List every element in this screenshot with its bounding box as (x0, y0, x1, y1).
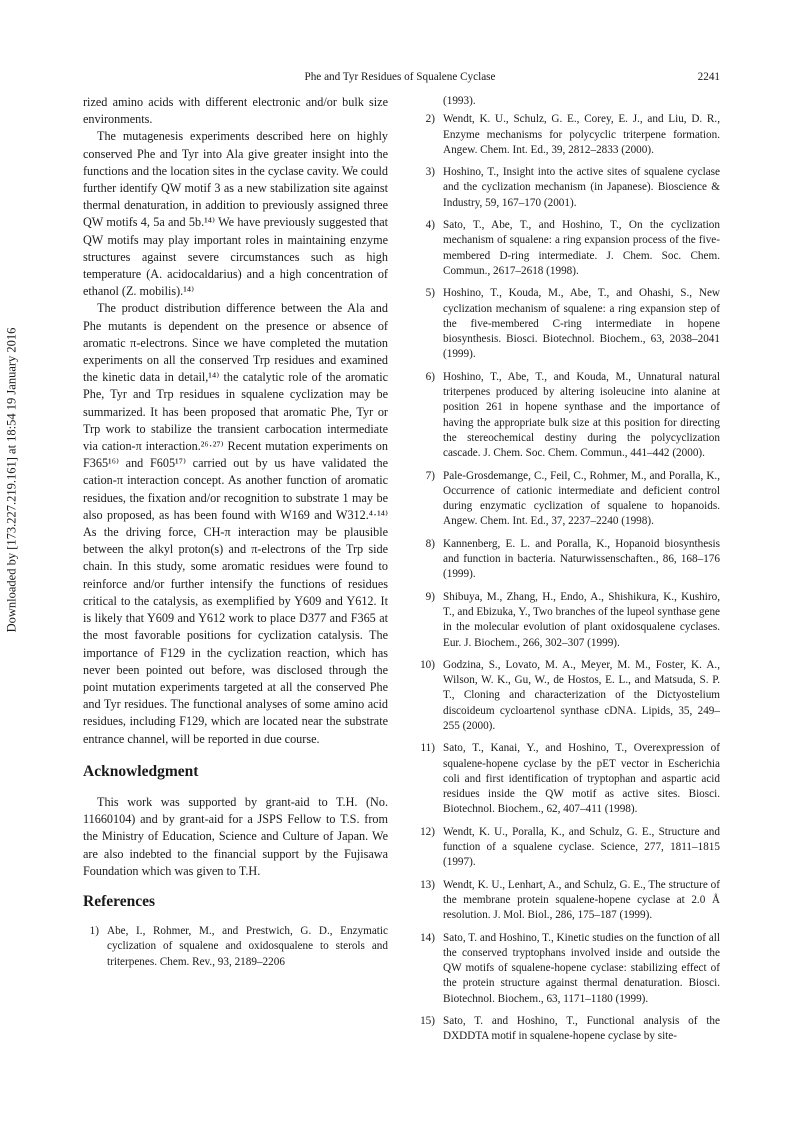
reference-text: Sato, T., Abe, T., and Hoshino, T., On the cyclization mechanism of squalene: a ring expansion process of the five-membered D-ring intermediate. J. Chem. Soc. Chem. Commun., 2617–2618 (1998). (443, 219, 720, 277)
reference-text: Hoshino, T., Kouda, M., Abe, T., and Ohashi, S., New cyclization mechanism of squalene: a ring expansion step of the five-membered C-ring intermediate in hopene biosynthesis. Biosci. Biotechnol. Biochem., 63, 2038–2041 (1999). (443, 287, 720, 361)
reference-item (419, 370, 720, 462)
reference-number: 11) (420, 742, 435, 755)
reference-number: 2) (425, 113, 435, 126)
download-watermark (0, 200, 24, 760)
reference-item (419, 878, 720, 924)
reference-text: Wendt, K. U., Schulz, G. E., Corey, E. J., and Liu, D. R., Enzyme mechanisms for polycyclic triterpene formation. Angew. Chem. Int. Ed., 39, 2812–2833 (2000). (443, 113, 720, 156)
acknowledgment-heading: Acknowledgment (83, 762, 199, 780)
reference-text: Wendt, K. U., Lenhart, A., and Schulz, G. E., The structure of the membrane protein squalene-hopene cyclase at 2.0 Å resolution. J. Mol. Biol., 286, 175–187 (1999). (443, 878, 720, 922)
page-number: 2241 (697, 71, 720, 83)
reference-number: 3) (425, 166, 435, 179)
reference-text: Sato, T. and Hoshino, T., Kinetic studies on the function of all the conserved tryptophans involved inside and outside the QW motifs of squalene-hopene cyclase: stabilizing effect of the protein structure against thermal denaturation. Biosci. Biotechnol. Biochem., 63, 1171–1180 (1999). (443, 931, 720, 1005)
reference-text: Godzina, S., Lovato, M. A., Meyer, M. M., Foster, K. A., Wilson, W. K., Gu, W., de Hostos, E. L., and Matsuda, S. P. T., Cloning and characterization of the Dictyostelium discoideum cycloartenol synthase cDNA. Lipids, 35, 249–255 (2000). (443, 658, 720, 732)
reference-item (419, 218, 720, 279)
reference-number: 1) (89, 925, 99, 938)
left-column (83, 94, 388, 977)
references-heading: References (83, 892, 156, 910)
reference-number: 9) (425, 590, 435, 603)
running-head (80, 71, 720, 87)
reference-number: 5) (425, 287, 435, 300)
reference-number: 10) (420, 658, 435, 671)
reference-text: Wendt, K. U., Poralla, K., and Schulz, G. E., Structure and function of a squalene cyclase. Science, 277, 1811–1815 (1997). (443, 825, 720, 869)
running-head-title: Phe and Tyr Residues of Squalene Cyclase (304, 71, 496, 83)
reference-text: Kannenberg, E. L. and Poralla, K., Hopanoid biosynthesis and function in bacteria. Naturwissenschaften., 86, 168–176 (1999). (443, 537, 720, 581)
reference-number: 14) (420, 931, 435, 944)
reference-item (419, 825, 720, 871)
body-paragraph: rized amino acids with different electronic and/or bulk size environments. (83, 95, 388, 127)
download-watermark-text: Downloaded by [173.227.219.161] at 18:54 19 January 2016 (4, 327, 19, 633)
reference-item (419, 286, 720, 362)
right-column (419, 94, 720, 1052)
reference-item (419, 658, 720, 734)
reference-item (419, 590, 720, 651)
reference-number: 8) (425, 537, 435, 550)
reference-text: Hoshino, T., Insight into the active sites of squalene cyclase and the cyclization mechanism (in Japanese). Bioscience & Industry, 59, 167–170 (2001). (443, 166, 720, 209)
reference-number: 6) (425, 370, 435, 383)
reference-text: (1993). (443, 95, 476, 107)
reference-text: Sato, T. and Hoshino, T., Functional analysis of the DXDDTA motif in squalene-hopene cyclase by site- (443, 1015, 720, 1043)
reference-item (419, 165, 720, 211)
reference-text: Shibuya, M., Zhang, H., Endo, A., Shishikura, K., Kushiro, T., and Ebizuka, Y., Two branches of the lupeol synthase gene in the molecular evolution of plant oxidosqualene cyclases. Eur. J. Biochem., 266, 302–307 (1999). (443, 590, 720, 649)
acknowledgment-paragraph: This work was supported by grant-aid to T.H. (No. 11660104) and by grant-aid for a JSPS Fellow to T.S. from the Ministry of Education, Science and Culture of Japan. We are also indebted to the financial support by the Fujisawa Foundation which was given to T.H. (83, 794, 388, 878)
reference-number: 4) (425, 219, 435, 232)
reference-item (83, 924, 388, 970)
reference-item (419, 1014, 720, 1045)
reference-item (419, 537, 720, 583)
reference-text: Abe, I., Rohmer, M., and Prestwich, G. D., Enzymatic cyclization of squalene and oxidosqualene to sterols and triterpenes. Chem. Rev., 93, 2189–2206 (107, 925, 388, 968)
reference-item (419, 469, 720, 530)
reference-number: 15) (420, 1015, 435, 1028)
body-paragraph: The product distribution difference between the Ala and Phe mutants is dependent on the presence or absence of aromatic π-electrons. Since we have completed the mutation experiments on all the conserved Trp residues and examined the kinetic data in detail,¹⁴⁾ the catalytic role of the aromatic Phe, Tyr and Trp residues in squalene cyclization may be summarized. It has been proposed that aromatic Phe, Tyr or Trp work to stabilize the transient carbocation intermediate via cation-π interaction.²⁶·²⁷⁾ Recent mutation experiments on F365¹⁶⁾ and F605¹⁷⁾ carried out by us have validated the cation-π interaction concept. As another function of aromatic residues, the fixation and/or recognition to substrate 1 may be also proposed, as has been found with W169 and W312.⁴·¹⁴⁾ As the driving force, CH-π interaction may be plausible between the alkyl proton(s) and π-electrons of the Trp side chain. In this study, some aromatic residues were found to reinforce and/or further intensify the functions of residues critical to the catalysis, as exemplified by Y609 and Y612. It is likely that Y609 and Y612 work to place D377 and F365 at the most favorable positions for cyclization catalysis. The importance of F129 in the cyclization reaction, which has never been pointed out before, was disclosed through the point mutation experiments targeted at all the conserved Phe and Tyr residues. The functional analyses of some amino acid residues, including F129, which are located near the substrate entrance channel, will be reported in due course. (83, 301, 388, 746)
reference-continuation (419, 94, 720, 109)
reference-number: 13) (420, 878, 435, 891)
reference-text: Hoshino, T., Abe, T., and Kouda, M., Unnatural natural triterpenes produced by altering isoleucine into alanine at position 261 in hopene synthase and the importance of having the appropriate bulk size at this position for directing the stereochemical destiny during the polycyclization cascade. J. Chem. Soc. Chem. Commun., 441–442 (2000). (443, 370, 720, 460)
reference-item (419, 741, 720, 817)
reference-item (419, 112, 720, 158)
reference-item (419, 931, 720, 1007)
reference-number: 12) (420, 825, 435, 838)
reference-text: Sato, T., Kanai, Y., and Hoshino, T., Overexpression of squalene-hopene cyclase by the pET vector in Escherichia coli and first identification of tryptophan and aspartic acid residues inside the QW motif as active sites. Biosci. Biotechnol. Biochem., 62, 407–411 (1998). (443, 742, 720, 816)
reference-text: Pale-Grosdemange, C., Feil, C., Rohmer, M., and Poralla, K., Occurrence of cationic intermediate and deficient control during enzymatic cyclization of squalene to hopanoids. Angew. Chem. Int. Ed., 37, 2237–2240 (1998). (443, 469, 720, 528)
body-paragraph: The mutagenesis experiments described here on highly conserved Phe and Tyr into Ala give greater insight into the functions and the location sites in the cyclase cavity. We could further identify QW motif 3 as a new stabilization site against thermal denaturation, in addition to previously assigned three QW motifs 4, 5a and 5b.¹⁴⁾ We have previously suggested that QW motifs may play important roles in maintaining enzyme structures against severe circumstances such as high temperature (A. acidocaldarius) and a high concentration of ethanol (Z. mobilis).¹⁴⁾ (83, 129, 388, 299)
reference-number: 7) (425, 469, 435, 482)
